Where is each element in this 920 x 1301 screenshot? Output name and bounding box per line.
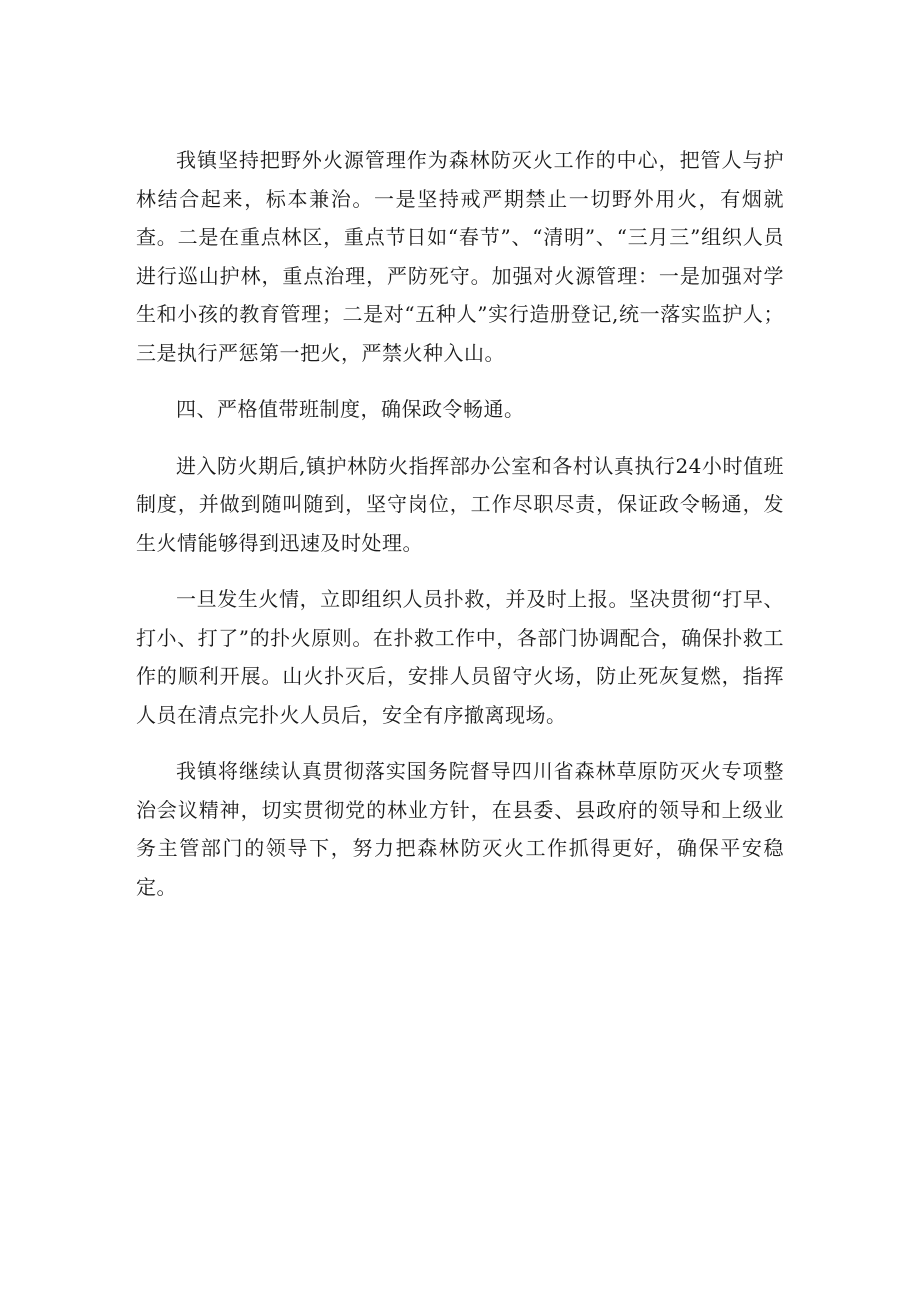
paragraph-fire-response: 一旦发生火情，立即组织人员扑救，并及时上报。坚决贯彻“打早、打小、打了”的扑火原则。在扑救工作中，各部门协调配合，确保扑救工作的顺利开展。山火扑灭后，安排人员留守火场，防止死灰复燃，指挥人员在清点完扑火人员后，安全有序撤离现场。: [136, 587, 784, 727]
paragraph-duty-schedule: 进入防火期后,镇护林防火指挥部办公室和各村认真执行24小时值班制度，并做到随叫随到，坚守岗位，工作尽职尽责，保证政令畅通，发生火情能够得到迅速及时处理。: [136, 453, 784, 555]
paragraph-fire-source-management: 我镇坚持把野外火源管理作为森林防灭火工作的中心，把管人与护林结合起来，标本兼治。一是坚持戒严期禁止一切野外用火，有烟就查。二是在重点林区，重点节日如“春节”、“清明”、“三月三”组织人员进行巡山护林，重点治理，严防死守。加强对火源管理：一是加强对学生和小孩的教育管理；二是对“五种人”实行造册登记,统一落实监护人；三是执行严惩第一把火，严禁火种入山。: [136, 148, 784, 365]
paragraph-conclusion: 我镇将继续认真贯彻落实国务院督导四川省森林草原防灭火专项整治会议精神，切实贯彻党的林业方针，在县委、县政府的领导和上级业务主管部门的领导下，努力把森林防灭火工作抓得更好，确保平安稳定。: [136, 759, 784, 899]
section-heading-duty-system: 四、严格值带班制度，确保政令畅通。: [176, 397, 525, 421]
document-body: [136, 141, 784, 924]
